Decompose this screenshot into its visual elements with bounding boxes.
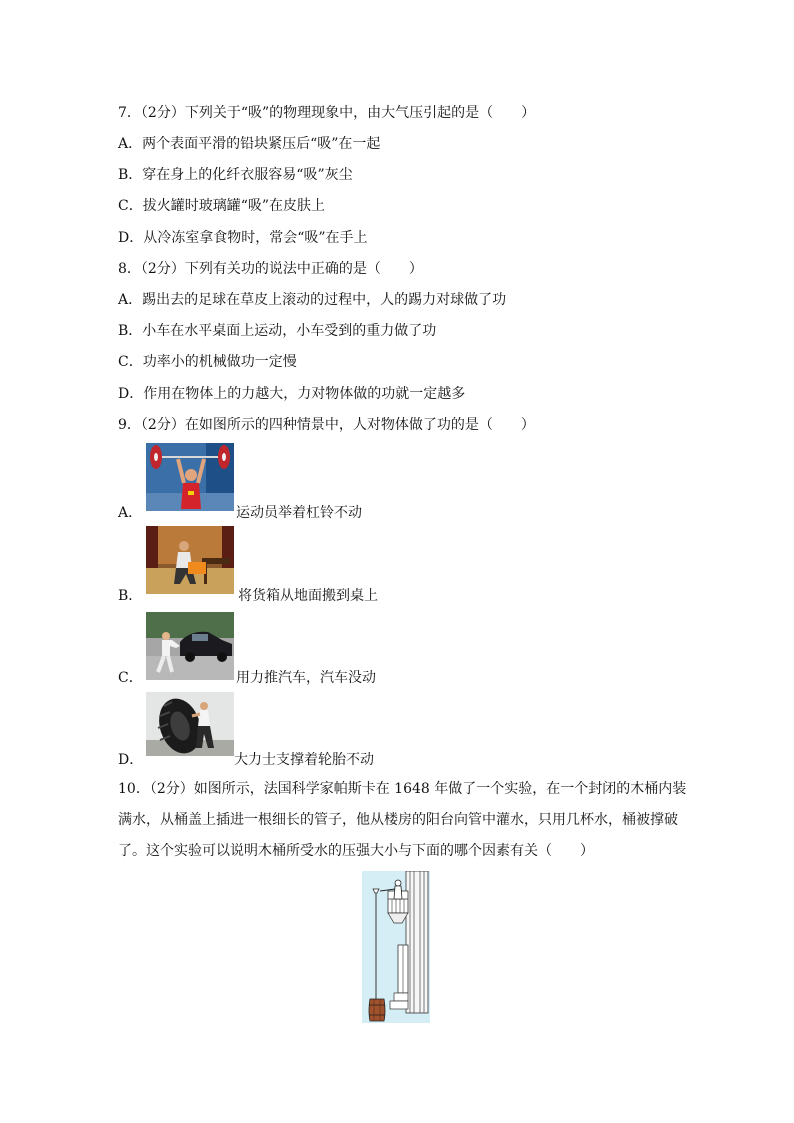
question-10-line-3: 了。这个实验可以说明木桶所受水的压强大小与下面的哪个因素有关（ ） xyxy=(118,843,594,859)
weightlifter-image xyxy=(146,443,234,511)
question-7-option-c: C．拔火罐时玻璃罐“吸”在皮肤上 xyxy=(118,198,326,214)
question-8-stem: 8．（2分）下列有关功的说法中正确的是（ ） xyxy=(118,261,423,277)
option-a-caption: 运动员举着杠铃不动 xyxy=(236,505,362,521)
question-7-option-b: B．穿在身上的化纤衣服容易“吸”灰尘 xyxy=(118,167,353,183)
question-10-line-1: 10．（2分）如图所示，法国科学家帕斯卡在 1648 年做了一个实验，在一个封闭的木桶内装 xyxy=(118,781,687,797)
question-9-option-c xyxy=(118,668,376,688)
question-8-option-d: D．作用在物体上的力越大，力对物体做的功就一定越多 xyxy=(118,386,466,402)
question-9-option-a xyxy=(118,503,362,523)
option-d-caption: 大力士支撑着轮胎不动 xyxy=(234,752,374,768)
question-10-line-2: 满水，从桶盖上插进一根细长的管子，他从楼房的阳台向管中灌水，只用几杯水，桶被撑破 xyxy=(118,812,678,828)
option-c-letter: C． xyxy=(118,670,143,686)
question-8-option-c: C．功率小的机械做功一定慢 xyxy=(118,354,297,370)
pushing-car-image xyxy=(146,612,234,680)
option-b-caption: 将货箱从地面搬到桌上 xyxy=(238,588,378,604)
option-b-letter: B． xyxy=(118,588,143,604)
tire-strongman-image xyxy=(146,692,234,756)
question-9-option-d xyxy=(118,750,374,770)
question-9-option-b xyxy=(118,586,378,606)
question-7-stem: 7．（2分）下列关于“吸”的物理现象中，由大气压引起的是（ ） xyxy=(118,105,536,121)
pascal-barrel-illustration xyxy=(362,871,430,1023)
question-8-option-a: A．踢出去的足球在草皮上滚动的过程中，人的踢力对球做了功 xyxy=(118,292,507,308)
option-d-letter: D． xyxy=(118,752,144,768)
option-a-letter: A． xyxy=(118,505,143,521)
question-7-option-a: A．两个表面平滑的铅块紧压后“吸”在一起 xyxy=(118,136,381,152)
question-9-stem: 9．（2分）在如图所示的四种情景中，人对物体做了功的是（ ） xyxy=(118,417,535,433)
option-c-caption: 用力推汽车，汽车没动 xyxy=(236,670,376,686)
carrying-box-image xyxy=(146,526,234,594)
question-8-option-b: B．小车在水平桌面上运动，小车受到的重力做了功 xyxy=(118,323,437,339)
question-7-option-d: D．从冷冻室拿食物时，常会“吸”在手上 xyxy=(118,230,368,246)
